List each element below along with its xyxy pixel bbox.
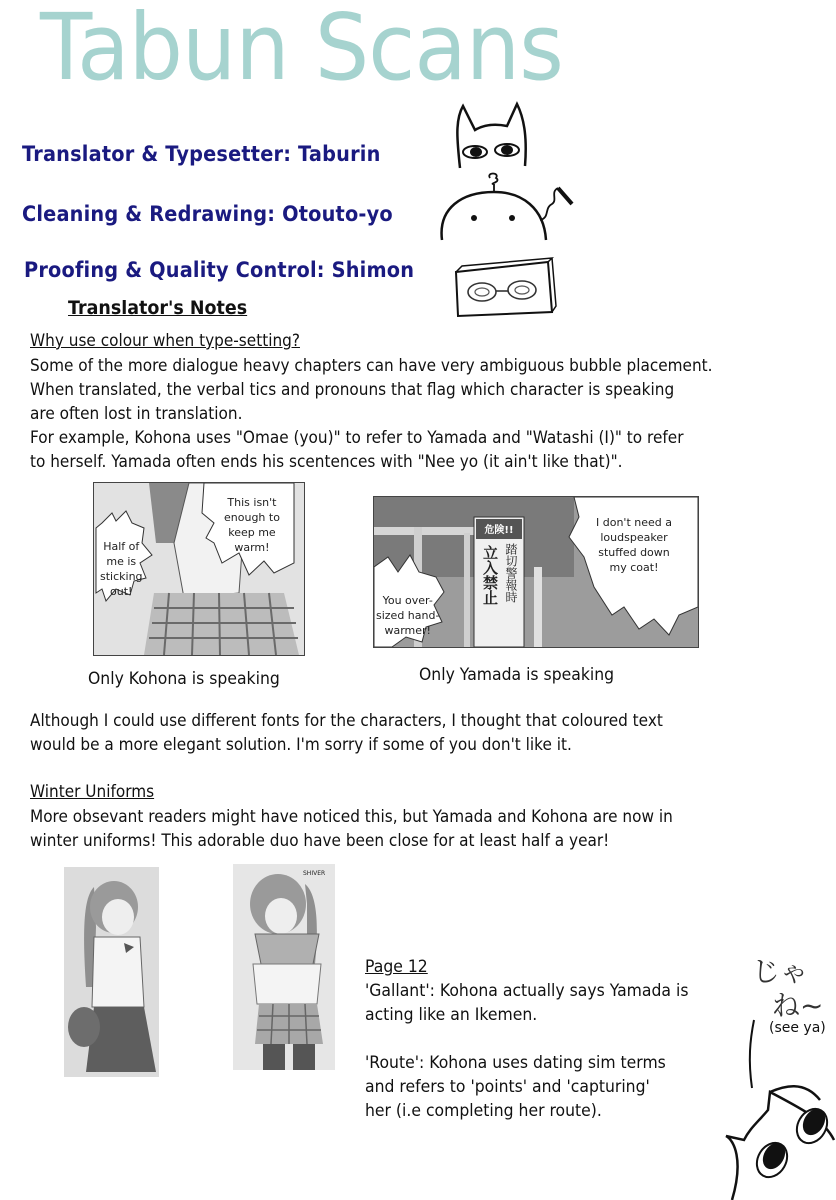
yamada-example-panel	[373, 496, 699, 648]
farewell-translation: (see ya)	[769, 1020, 826, 1036]
page12-heading: Page 12	[365, 957, 428, 977]
winter-section-body	[30, 805, 744, 853]
shiver-sfx: SHIVER	[303, 870, 326, 877]
credit-proofreader: Proofing & Quality Control: Shimon	[24, 258, 415, 282]
paragraph-line: winter uniforms! This adorable duo have been close for at least half a year!	[30, 831, 610, 851]
page12-line: 'Route': Kohona uses dating sim terms	[365, 1053, 666, 1073]
paragraph-line: When translated, the verbal tics and pronouns that flag which character is speaking	[30, 380, 675, 400]
danger-sign: 危険!!	[484, 525, 514, 536]
paragraph-line: to herself. Yamada often ends his scentences with "Nee yo (it ain't like that)".	[30, 452, 623, 472]
page12-line	[365, 1027, 688, 1051]
page12-line: and refers to 'points' and 'capturing'	[365, 1077, 650, 1097]
credit-translator: Translator & Typesetter: Taburin	[22, 142, 381, 166]
kohona-caption: Only Kohona is speaking	[88, 669, 280, 689]
glasses-box-icon	[452, 256, 562, 320]
summer-uniform-image	[64, 867, 159, 1077]
crossing-alarm-sign-text: 踏切警報時	[504, 543, 518, 603]
page12-line: 'Gallant': Kohona actually says Yamada is	[365, 981, 689, 1001]
page12-line: her (i.e completing her route).	[365, 1101, 602, 1121]
no-entry-sign-text: 立入禁止	[481, 545, 499, 605]
paragraph-line: are often lost in translation.	[30, 404, 243, 424]
site-title: Tabun Scans	[40, 0, 563, 101]
paragraph-line: would be a more elegant solution. I'm sorry if some of you don't like it.	[30, 735, 572, 755]
kohona-bubble-1: This isn't enough to keep me warm!	[224, 496, 280, 554]
yamada-bubble-2: You over- sized hand- warmer!	[376, 594, 440, 637]
fonts-paragraph	[30, 709, 733, 757]
credit-cleaner: Cleaning & Redrawing: Otouto-yo	[22, 202, 393, 226]
translator-notes-heading: Translator's Notes	[68, 297, 248, 319]
colour-section-body	[30, 354, 788, 474]
page12-line: acting like an Ikemen.	[365, 1005, 538, 1025]
colour-section-heading: Why use colour when type-setting?	[30, 331, 300, 351]
paragraph-line: Some of the more dialogue heavy chapters can have very ambiguous bubble placement.	[30, 356, 713, 376]
paragraph-line: Although I could use different fonts for the characters, I thought that coloured text	[30, 711, 663, 731]
paragraph-line: More obsevant readers might have noticed this, but Yamada and Kohona are now in	[30, 807, 673, 827]
farewell-japanese-1: じゃ	[752, 955, 809, 988]
paragraph-line: For example, Kohona uses "Omae (you)" to refer to Yamada and "Watashi (I)" to refer	[30, 428, 684, 448]
kohona-example-panel	[93, 482, 305, 656]
yamada-caption: Only Yamada is speaking	[419, 665, 615, 685]
winter-section-heading: Winter Uniforms	[30, 782, 155, 802]
yamada-bubble-1: I don't need a loudspeaker stuffed down my coat!	[596, 516, 672, 574]
farewell-japanese-2: ね~	[772, 989, 824, 1022]
winter-uniform-image	[233, 864, 335, 1070]
page12-notes	[365, 955, 717, 1123]
blob-with-pen-icon	[432, 168, 582, 246]
kohona-bubble-2: Half of me is sticking out!	[100, 540, 143, 598]
peeking-cat-icon	[724, 1010, 836, 1200]
